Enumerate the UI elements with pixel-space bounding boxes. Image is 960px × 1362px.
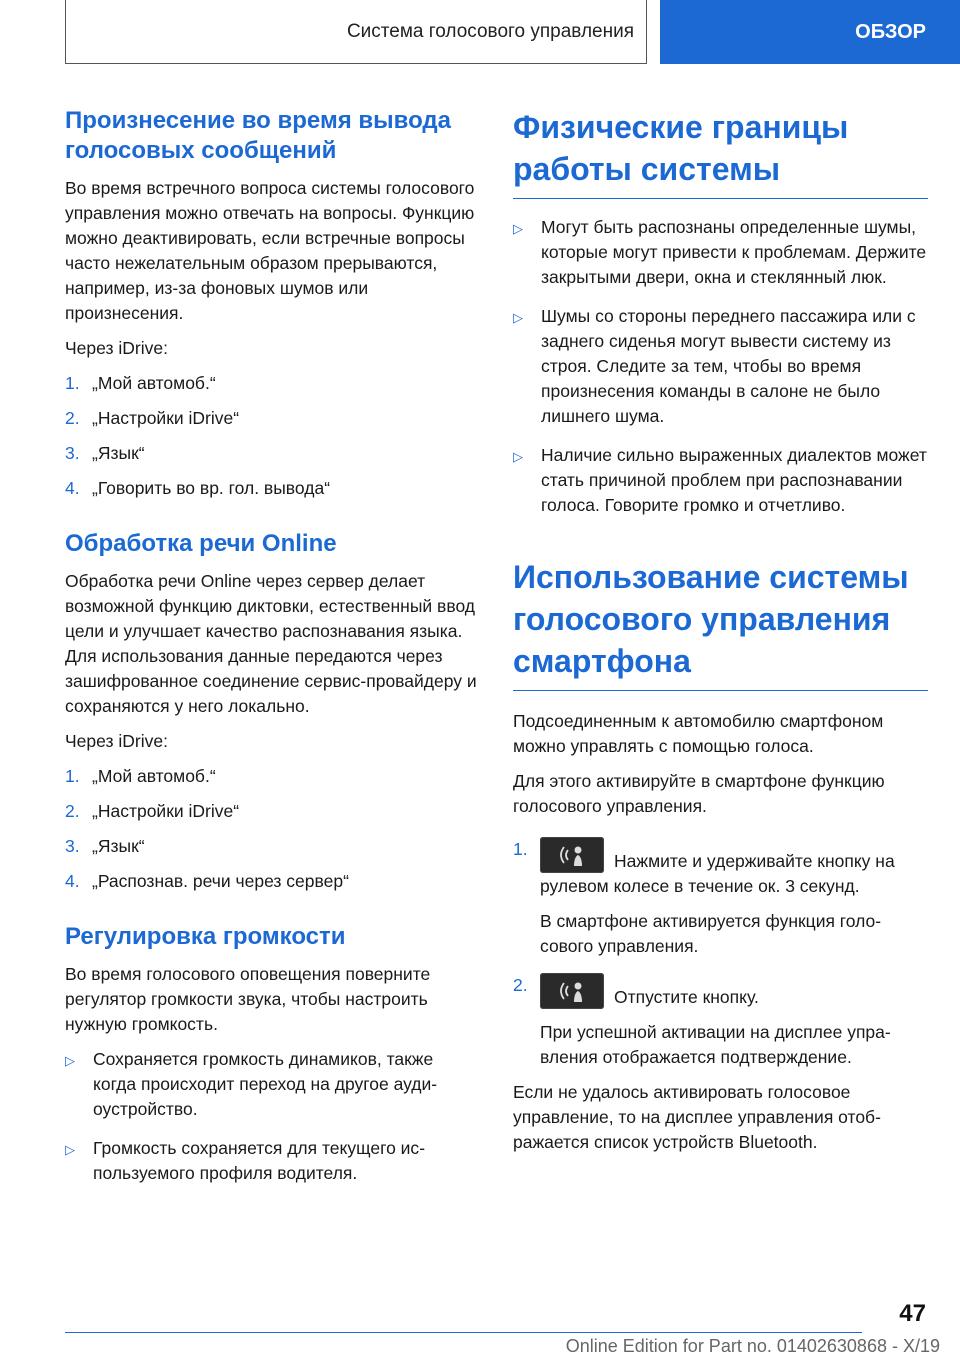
step-text: „Настройки iDrive“ bbox=[92, 408, 240, 428]
step-number: 1. bbox=[65, 373, 80, 393]
voice-control-button-icon bbox=[540, 837, 604, 873]
list-item bbox=[65, 406, 480, 431]
bullet-text: Шумы со стороны переднего пассажира или с заднего сиденья могут вывести систему из строя. Следите за тем, чтобы во время произнесения команды в салоне не было лишнего шума. bbox=[541, 306, 916, 426]
triangle-bullet-icon: ▷ bbox=[65, 1053, 75, 1068]
step-number: 4. bbox=[65, 871, 80, 891]
list-item bbox=[65, 834, 480, 859]
step-continuation: В смартфоне активируется функция голосового управления. bbox=[540, 911, 882, 956]
bullet-text: Сохраняется громкость динамиков, также когда происходит переход на другое аудиоустройство. bbox=[93, 1049, 438, 1119]
right-column bbox=[513, 106, 928, 1165]
page-number: 47 bbox=[899, 1300, 926, 1327]
step-number: 1. bbox=[513, 839, 528, 859]
heading-smartphone-voice: Использование системы голосового управления смартфона bbox=[513, 556, 928, 691]
tab-label: ОБЗОР bbox=[855, 20, 926, 43]
step-text: „Говорить во вр. гол. вывода“ bbox=[92, 478, 331, 498]
paragraph: Если не удалось активировать голосовое управление, то на дисплее управления отображается список устройств Bluetooth. bbox=[513, 1082, 881, 1152]
step-text: „Язык“ bbox=[92, 443, 145, 463]
heading-online-speech: Обработка речи Online bbox=[65, 530, 337, 557]
bullet-list bbox=[65, 1047, 480, 1186]
list-item bbox=[513, 973, 928, 1070]
list-item bbox=[513, 215, 928, 290]
bullet-text: Наличие сильно выраженных диалектов может стать причиной проблем при распознавании голоса. Говорите громко и отчетливо. bbox=[541, 445, 927, 515]
via-idrive: Через iDrive: bbox=[65, 338, 168, 358]
steps-list bbox=[65, 371, 480, 501]
steps-list bbox=[65, 764, 480, 894]
step-text: „Язык“ bbox=[92, 836, 145, 856]
heading-volume: Регулировка громкости bbox=[65, 923, 346, 950]
step-number: 4. bbox=[65, 478, 80, 498]
paragraph: Во время встречного вопроса системы голосового управления можно отвечать на вопросы. Функцию можно деактивировать, если встречные вопросы часто нежелательным образом прерываются, например, из-за фоновых шумов или произнесения. bbox=[65, 178, 475, 323]
paragraph: Для этого активируйте в смартфоне функцию голосового управления. bbox=[513, 771, 885, 816]
left-column bbox=[65, 106, 480, 1200]
list-item bbox=[65, 1047, 480, 1122]
list-item bbox=[65, 764, 480, 789]
list-item bbox=[513, 443, 928, 518]
step-text: „Мой автомоб.“ bbox=[92, 373, 216, 393]
section-title-text: Система голосового управления bbox=[346, 20, 634, 42]
via-idrive: Через iDrive: bbox=[65, 731, 168, 751]
heading-speak-during-output: Произнесение во время вывода голосовых сообщений bbox=[65, 107, 451, 164]
voice-control-button-icon bbox=[540, 973, 604, 1009]
header-section-title bbox=[65, 0, 647, 64]
step-number: 2. bbox=[65, 801, 80, 821]
paragraph: Во время голосового оповещения поверните регулятор громкости звука, чтобы настроить нужную громкость. bbox=[65, 964, 431, 1034]
header-tab-overview[interactable] bbox=[660, 0, 960, 64]
step-text: Нажмите и удерживайте кнопку на рулевом колесе в течение ок. 3 секунд. bbox=[540, 851, 895, 896]
list-item bbox=[65, 441, 480, 466]
step-continuation: При успешной активации на дисплее управления отображается подтверждение. bbox=[540, 1022, 891, 1067]
list-item bbox=[65, 371, 480, 396]
list-item bbox=[65, 1136, 480, 1186]
step-text: „Распознав. речи через сервер“ bbox=[92, 871, 349, 891]
heading-physical-limits: Физические границы работы системы bbox=[513, 106, 928, 199]
step-number: 2. bbox=[65, 408, 80, 428]
paragraph: Подсоединенным к автомобилю смартфоном можно управлять с помощью голоса. bbox=[513, 711, 884, 756]
triangle-bullet-icon: ▷ bbox=[513, 310, 523, 325]
step-number: 2. bbox=[513, 975, 528, 995]
list-item bbox=[65, 869, 480, 894]
steps-list bbox=[513, 837, 928, 1070]
step-text: „Мой автомоб.“ bbox=[92, 766, 216, 786]
list-item bbox=[65, 799, 480, 824]
step-text: „Настройки iDrive“ bbox=[92, 801, 240, 821]
list-item bbox=[65, 476, 480, 501]
step-text: Отпустите кнопку. bbox=[614, 987, 759, 1007]
list-item bbox=[513, 837, 928, 959]
triangle-bullet-icon: ▷ bbox=[513, 221, 523, 236]
step-number: 1. bbox=[65, 766, 80, 786]
paragraph: Обработка речи Online через сервер делает возможной функцию диктовки, естественный ввод цели и улучшает качество распознавания языка. Для использования данные передаются через зашифрованное соединение сервис-провайдеру и сохраняются у него локально. bbox=[65, 571, 477, 716]
footer-divider bbox=[65, 1332, 862, 1333]
bullet-text: Могут быть распознаны определенные шумы, которые могут привести к проблемам. Держите закрытыми двери, окна и стеклянный люк. bbox=[541, 217, 927, 287]
step-number: 3. bbox=[65, 443, 80, 463]
list-item bbox=[513, 304, 928, 429]
bullet-list bbox=[513, 215, 928, 518]
bullet-text: Громкость сохраняется для текущего используемого профиля водителя. bbox=[93, 1138, 426, 1183]
triangle-bullet-icon: ▷ bbox=[513, 449, 523, 464]
triangle-bullet-icon: ▷ bbox=[65, 1142, 75, 1157]
step-number: 3. bbox=[65, 836, 80, 856]
footer-edition: Online Edition for Part no. 01402630868 - X/19 bbox=[565, 1336, 940, 1356]
